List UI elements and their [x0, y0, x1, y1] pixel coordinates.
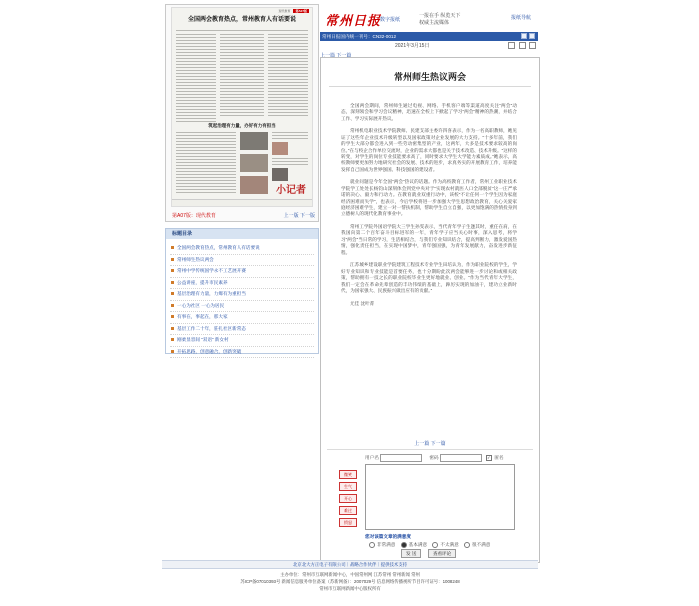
newspaper-thumbnail-frame — [165, 4, 319, 222]
password-input[interactable] — [440, 454, 482, 462]
radio-option[interactable] — [401, 542, 407, 548]
comment-textarea[interactable] — [365, 464, 515, 530]
toc-item-label[interactable]: 有事在，事起在，那大家 — [177, 314, 228, 319]
toc-item[interactable] — [170, 312, 314, 324]
zoom-out-icon[interactable] — [508, 42, 515, 49]
toc-item-label[interactable]: 公益讲座，提升市民素养 — [177, 279, 228, 285]
newspaper-photo-3 — [240, 176, 268, 194]
radio-label: 很不满意 — [472, 542, 491, 548]
brand-bar-icons — [519, 33, 535, 42]
site-logo-subtitle: 数字报纸 — [380, 17, 401, 23]
toc-item[interactable] — [170, 301, 314, 313]
brand-bar — [320, 32, 538, 41]
satisfaction-options — [365, 542, 490, 548]
issue-date: 2021年3月15日 — [395, 43, 430, 49]
bullet-icon — [171, 269, 174, 272]
title-directory-heading: 标题目录 — [166, 229, 318, 239]
comment-divider — [327, 449, 533, 450]
toc-item-label[interactable]: 基层治理有力量，力爆有为重担当 — [177, 291, 246, 296]
toc-item-label[interactable]: 基层工作二十年，驻扎社区新常态 — [177, 325, 246, 331]
search-icon[interactable] — [529, 33, 535, 39]
title-divider — [329, 86, 531, 87]
password-label: 密码 — [429, 455, 439, 461]
toc-item[interactable] — [170, 347, 314, 359]
page-nav-links[interactable]: 上一版 下一版 — [283, 213, 315, 219]
article-paragraph: 常州工学院外国语学院大三学生孙雯表示，当代青年学子生逢其时，重任在肩，在我国向第二个百年奋斗目标进军的一年，青年学子应当关心时事，深入思考，将学习“两会”当日常的学习，生活相结合，与我们专业知识结合，提高判断力，激发爱国热情，强化责任担当，在实现中国梦中，青年强国强，为青年发展献力，奋发进步新征程。 — [341, 224, 517, 255]
date-row — [320, 42, 538, 51]
brand-bar-text: 常州日报国内统一刊号：CN32-0012 — [322, 34, 397, 39]
article-nav-top[interactable]: 上一篇 下一篇 — [320, 53, 352, 59]
bullet-icon — [171, 350, 174, 353]
bullet-icon — [171, 281, 174, 284]
toc-item[interactable] — [170, 324, 314, 336]
username-label: 用户名 — [365, 455, 379, 461]
newspaper-headline: 全国两会教育热点，常州教育人有话要说 — [187, 17, 296, 23]
newspaper-page-image[interactable] — [171, 7, 313, 207]
toc-item-label[interactable]: 刚柔显容间 “双语” 新女村 — [177, 337, 229, 342]
toc-item[interactable] — [170, 289, 314, 301]
username-input[interactable] — [380, 454, 422, 462]
toc-item-label[interactable]: 一心为社区 一心为居民 — [177, 302, 225, 308]
reset-icon[interactable] — [529, 42, 536, 49]
newspaper-masthead — [172, 8, 312, 14]
footer-line-2: 苏ICP备07010393号 新闻信息服务单位备案（苏新网备）：2007029号 信息网络传播视听节目许可证号：1008248 — [240, 579, 460, 584]
article-paragraph: 常州机电职业技术学院教师、民建支部主委许四喜表示，作为一名高职教师，她见证了这些年企业技术升级转型以及国家政策对企业发展的大力支持。“十多年前，我们的学生大部分都会进入到一些劳动密集型的产业，这两年，大多是技术要求较高的岗位。”在与校企合作单位交流时，企业的需求大都也是关于技术改造、技术升级。“这样的转变，对学生的岗位专业技能要求高了，同时要求大学生大学能力素质成。”她表示，高校教师要更加努力地研究社会的发展、技术的进步，求真务实的开展教育工作，培养能发挥自己国成为世界强国、科技强国的建设者。 — [341, 128, 517, 172]
toc-item-label[interactable]: 常州师生热议两会 — [177, 256, 214, 262]
toc-item[interactable] — [170, 266, 314, 278]
newspaper-page-number: 第A07版 — [295, 9, 307, 13]
home-icon[interactable] — [521, 33, 527, 39]
footer-links[interactable]: 北京北大方正电子有限公司｜战略合作伙伴｜提供技术支持 — [162, 560, 538, 569]
footer-line-1: 主办单位：常州市互联网新闻中心，中国常州网 江苏常州 常州新闻 常州 — [280, 572, 420, 577]
bullet-icon — [171, 327, 174, 330]
newspaper-footer-strip — [172, 199, 312, 206]
comment-login-row — [365, 454, 504, 462]
toc-item-label[interactable]: 全国两会教育热点，常州教育人有话要说 — [177, 245, 260, 250]
emotion-button[interactable]: 愤怒 — [339, 518, 357, 527]
emotion-buttons — [339, 470, 357, 530]
comment-buttons — [401, 549, 461, 558]
article-nav-bottom[interactable]: 上一篇 下一篇 — [414, 441, 446, 447]
article-body — [341, 103, 517, 313]
zoom-in-icon[interactable] — [519, 42, 526, 49]
title-directory-list — [166, 243, 318, 358]
anonymous-label: 匿名 — [494, 455, 504, 461]
page-wrap — [162, 4, 538, 590]
bullet-icon — [171, 258, 174, 261]
newspaper-photo-5 — [272, 168, 288, 181]
emotion-button[interactable]: 生气 — [339, 482, 357, 491]
newspaper-navigation-link[interactable]: 报纸导航 — [511, 15, 532, 21]
send-button[interactable]: 发 送 — [401, 549, 421, 558]
article-paragraph: 就业问题是今年全国“两会”热议的话题。作为高校教育工作者，常州工业职业技术学院学工处处长杨钧山深刻体会到党中央对于“实现农村就医人口全部脱贫”这一庄严承诺的决心、毅力和行动力。在教育就业双重行动中，该校“不让任何一个学生因为家庭经济困难而失学”，也表示，今后学校将进一步加强大学生思想政治教育，关心关爱家庭经济困难学生，建立一对一帮扶机制，帮助学生自立自强，以更加饱满的热情投身到立德树人的现代化教育事业中。 — [341, 179, 517, 217]
newspaper-photo-4 — [272, 142, 288, 155]
emotion-button[interactable]: 开心 — [339, 494, 357, 503]
bullet-icon — [171, 246, 174, 249]
toc-item-label[interactable]: 常州中学传统国学永不工艺展开赛 — [177, 268, 246, 273]
article-panel — [320, 57, 540, 563]
view-controls — [506, 42, 536, 51]
toc-item-label[interactable]: 开拓思路，创意融合，创新突破 — [177, 348, 242, 354]
satisfaction-title: 您对该篇文章的满意度 — [365, 534, 411, 539]
article-paragraph: 江苏城乡建设职业学院建筑工程技术专业学生田培认为，作为职业院校的学生，学好专业知识和专业技能是首要任务，也十分期盼此次两会能够进一步讨论和或相关政策，帮助拥有一技之长的职业院校毕业生更好地就业、创业。“作为当代青年大学生，我们一定会在革命先辈创造的丰功伟绩的基础上，踔厉实现的加油干，建功立业新时代，为国家强大、民族振兴做出应有的贡献。” — [341, 262, 517, 293]
radio-label: 基本满意 — [408, 542, 428, 548]
footer-line-3: 常州市互联网新闻中心版权所有 — [319, 586, 381, 591]
toc-item[interactable] — [170, 255, 314, 267]
bullet-icon — [171, 315, 174, 318]
anonymous-checkbox[interactable] — [486, 455, 492, 461]
radio-option[interactable] — [432, 542, 438, 548]
slogan-line-1: 一报在手 纵览天下 — [419, 13, 461, 19]
newspaper-photo-2 — [240, 154, 268, 172]
emotion-button[interactable]: 微笑 — [339, 470, 357, 479]
page-name-link[interactable]: 第A07版：现代教育 — [172, 213, 216, 219]
slogan-line-2: 权威主流媒体 — [419, 20, 450, 26]
toc-item[interactable] — [170, 243, 314, 255]
bullet-icon — [171, 338, 174, 341]
article-paragraph: 全国两会期间，常州师生通过电视、网络、手机客户端等渠道高度关注“两会”动态，深刻领会和学习会议精神，迅速在全校上下掀起了学习“两会”精神的热潮，并结合工作、学习实际展开热议。 — [341, 103, 517, 121]
radio-option[interactable] — [464, 542, 470, 548]
newspaper-section-label: 现代教育 — [278, 9, 291, 13]
title-directory — [165, 228, 319, 354]
radio-label: 非常满意 — [377, 542, 396, 548]
site-logo[interactable]: 常州日报 — [325, 14, 382, 29]
view-comments-button[interactable]: 查看评论 — [428, 549, 456, 558]
bullet-icon — [171, 292, 174, 295]
newspaper-photo-1 — [240, 132, 268, 150]
newspaper-signature: 小记者 — [276, 185, 306, 196]
toc-item[interactable] — [170, 278, 314, 290]
bullet-icon — [171, 304, 174, 307]
newspaper-mid-heading: 筑起治理有力量，办好有力有担当 — [208, 123, 276, 128]
page-bar — [169, 211, 321, 221]
article-title: 常州师生热议两会 — [393, 72, 466, 82]
emotion-button[interactable]: 难过 — [339, 506, 357, 515]
radio-label: 不太满意 — [440, 542, 459, 548]
article-author: 尤佳 沈叶菁 — [350, 300, 375, 306]
radio-option[interactable] — [369, 542, 375, 548]
toc-item[interactable] — [170, 335, 314, 347]
